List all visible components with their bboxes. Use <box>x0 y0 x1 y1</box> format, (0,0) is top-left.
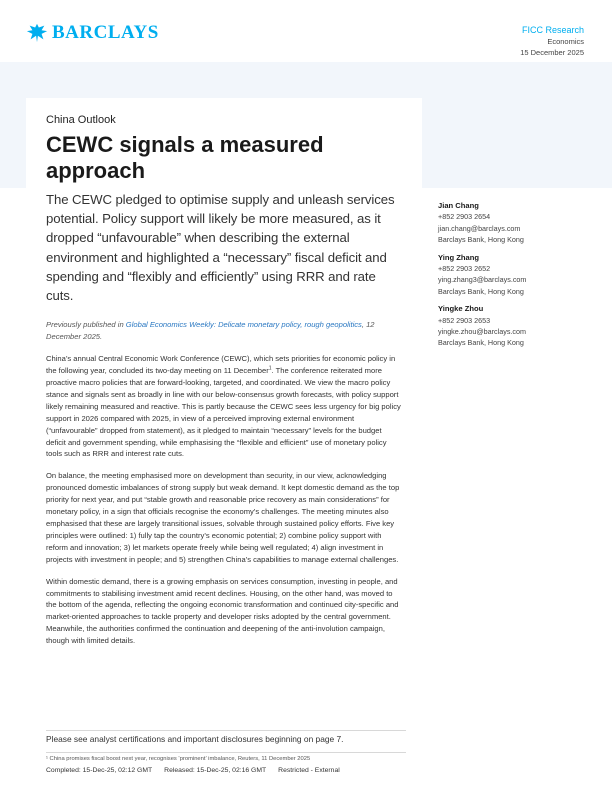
completed-timestamp: Completed: 15-Dec-25, 02:12 GMT <box>46 767 153 774</box>
barclays-logo[interactable] <box>26 22 159 44</box>
analyst-phone: +852 2903 2653 <box>438 315 491 325</box>
release-stamp <box>46 767 340 774</box>
analyst-email[interactable]: ying.zhang3@barclays.com <box>438 275 527 285</box>
analyst-card <box>438 303 588 349</box>
article-kicker: China Outlook <box>46 114 116 126</box>
analyst-card <box>438 252 588 298</box>
prev-prefix: Previously published in <box>46 320 126 330</box>
paragraph-1 <box>46 353 402 460</box>
prev-suffix: , 12 December 2025. <box>46 320 375 342</box>
released-timestamp: Released: 15-Dec-25, 02:16 GMT <box>164 767 267 774</box>
previously-published-note <box>46 319 402 343</box>
analyst-org: Barclays Bank, Hong Kong <box>438 338 524 348</box>
department-label: FICC Research <box>521 25 584 35</box>
analyst-name: Yingke Zhou <box>438 304 484 314</box>
prev-publication-link[interactable]: Global Economics Weekly: Delicate monetary policy, rough geopolitics <box>125 320 362 330</box>
analyst-card <box>438 200 588 246</box>
subject-label: Economics <box>547 37 584 46</box>
report-meta <box>520 24 584 58</box>
paragraph-1-text-b: . The conference reiterated more proactive macro policies that are forward-looking, targeted, and coordinated. We view the macro policy stance and signals sent as broadly in line with our below-consensus growth forecasts, with policy support likely remaining measured and reactive. This is partly because the CEWC sees less urgency for big policy support in 2026 compared with 2025, in view of a perceived improving external environment (“unfavourable” dropped from statement), as it pledged to maintain “necessary” levels for the budget deficit and government spending, while emphasising the “flexible and efficient” use of monetary policy tools such as RRR and interest rate cuts. <box>46 366 401 459</box>
analyst-org: Barclays Bank, Hong Kong <box>438 235 524 245</box>
analyst-name: Jian Chang <box>438 201 479 210</box>
analyst-email[interactable]: yingke.zhou@barclays.com <box>438 327 526 337</box>
article-title: CEWC signals a measured approach <box>46 132 324 183</box>
analyst-org: Barclays Bank, Hong Kong <box>438 286 524 296</box>
article-lede: The CEWC pledged to optimise supply and unleash services potential. Policy support will likely be more measured, as it dropped “unfavourable” when describing the external environment and highlighted a “necessary” fiscal deficit and spending and “flexibly and efficiently” using RRR and rate cuts. <box>46 192 395 304</box>
paragraph-2: On balance, the meeting emphasised more on development than security, in our view, acknowledging pronounced domestic imbalances of strong supply but weak demand. It kept domestic demand as the top priority for next year, and put “stable growth and reasonable price recovery as main considerations” for monetary policy, in a sign that officials recognise the economy’s challenges. The meeting minutes also emphasised that these are largely transitional issues, solvable through sustained policy efforts. Five key principles were outlined: 1) fully tap the country’s economic potential; 2) combine policy support with reform and innovation; 3) let markets operate freely while being well regulated; 4) align investment in projects with investment in people; and 5) strengthen China’s capabilities to manage external challenges. <box>46 471 400 564</box>
footnote-ref[interactable]: 1 <box>268 365 272 372</box>
paragraph-3: Within domestic demand, there is a growing emphasis on services consumption, investing in people, and commitments to stabilising investment amid recent declines. Housing, on the other hand, was moved to the bottom of the agenda, reflecting the ongoing economic transformation and continued city-specific and market-oriented approaches to tackle property and developer risks adopted by the central government. Meanwhile, the authorities confirmed the continuation and deepening of the anti-involution campaign, though with limited details. <box>46 576 399 646</box>
article-body <box>26 98 422 647</box>
paragraph-1-text-a: China’s annual Central Economic Work Conference (CEWC), which sets priorities for economic policy in the following year, concluded its two-day meeting on 11 December <box>46 354 396 376</box>
analyst-phone: +852 2903 2652 <box>438 264 491 274</box>
disclosures-note: Please see analyst certifications and important disclosures beginning on page 7. <box>46 730 406 744</box>
report-date: 15 December 2025 <box>520 48 584 57</box>
analyst-email[interactable]: jian.chang@barclays.com <box>438 223 521 233</box>
analyst-phone: +852 2903 2654 <box>438 212 491 222</box>
eagle-icon <box>26 22 48 44</box>
analyst-sidebar <box>438 200 588 355</box>
classification-label: Restricted - External <box>278 767 340 774</box>
analyst-name: Ying Zhang <box>438 252 480 262</box>
footnote: ¹ China promises fiscal boost next year, recognises ‘prominent’ imbalance, Reuters, 11 December 2025 <box>46 752 406 762</box>
logo-wordmark: BARCLAYS <box>52 22 159 43</box>
